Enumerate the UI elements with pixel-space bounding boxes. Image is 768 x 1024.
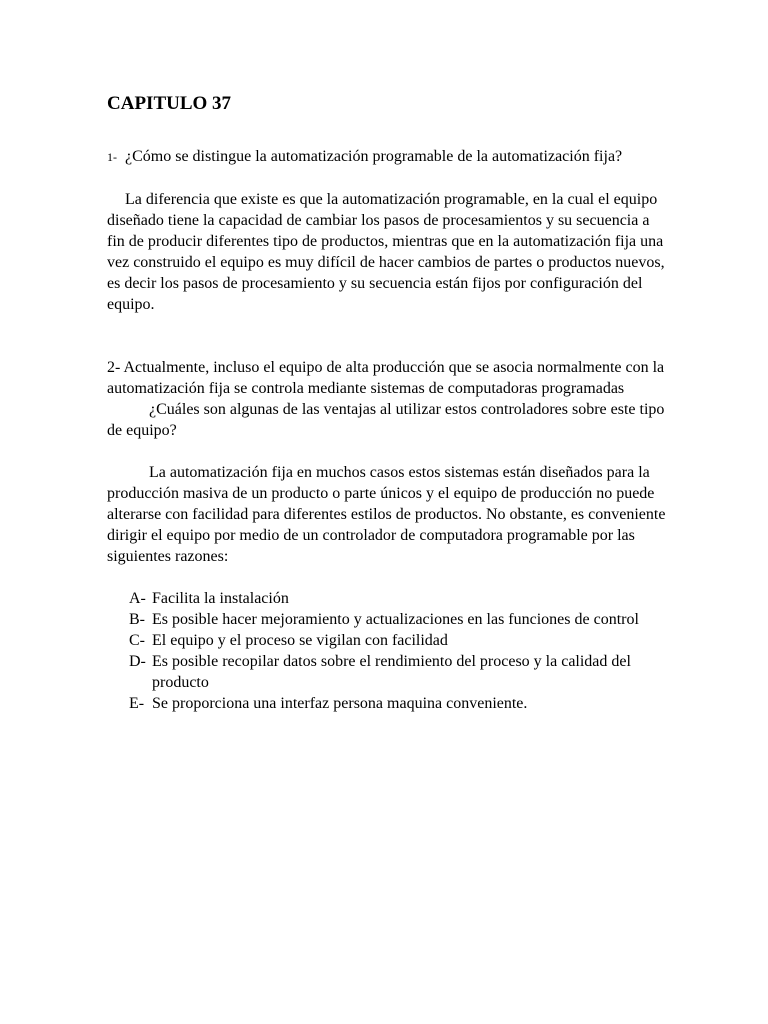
chapter-title: CAPITULO 37 <box>107 93 232 114</box>
list-item-letter: D- <box>129 653 146 670</box>
list-item <box>129 609 667 630</box>
list-item-text: Facilita la instalación <box>152 590 289 607</box>
reasons-list <box>107 588 667 714</box>
answer-1: La diferencia que existe es que la automatización programable, en la cual el equipo diseñado tiene la capacidad de cambiar los pasos de procesamientos y su secuencia a fin de producir diferentes tipo de productos, mientras que en la automatización fija una vez construido el equipo es muy difícil de hacer cambios de partes o productos nuevos, es decir los pasos de procesamiento y su secuencia están fijos por configuración del equipo. <box>107 191 665 313</box>
question-2: 2- Actualmente, incluso el equipo de alta producción que se asocia normalmente con la automatización fija se controla mediante sistemas de computadoras programadas <box>107 359 665 397</box>
document-page <box>107 92 667 714</box>
list-item-letter: A- <box>129 590 146 607</box>
list-item-letter: E- <box>129 695 145 712</box>
list-item <box>129 693 667 714</box>
list-item-text: Es posible recopilar datos sobre el rendimiento del proceso y la calidad del producto <box>152 653 631 691</box>
list-item <box>129 651 667 693</box>
question-1 <box>107 146 667 168</box>
list-item-letter: B- <box>129 611 145 628</box>
answer-2: La automatización fija en muchos casos estos sistemas están diseñados para la producción masiva de un producto o parte únicos y el equipo de producción no puede alterarse con facilidad para diferentes estilos de productos. No obstante, es conveniente dirigir el equipo por medio de un controlador de computadora programable por las siguientes razones: <box>107 464 666 565</box>
list-item-text: Es posible hacer mejoramiento y actualizaciones en las funciones de control <box>152 611 639 628</box>
list-item-text: Se proporciona una interfaz persona maquina conveniente. <box>152 695 528 712</box>
question-1-text: ¿Cómo se distingue la automatización programable de la automatización fija? <box>125 148 623 165</box>
question-2-subquestion: ¿Cuáles son algunas de las ventajas al utilizar estos controladores sobre este tipo de equipo? <box>107 401 665 439</box>
list-item-letter: C- <box>129 632 145 649</box>
list-item <box>129 630 667 651</box>
list-item <box>129 588 667 609</box>
question-1-number: 1- <box>107 150 117 164</box>
list-item-text: El equipo y el proceso se vigilan con facilidad <box>152 632 448 649</box>
